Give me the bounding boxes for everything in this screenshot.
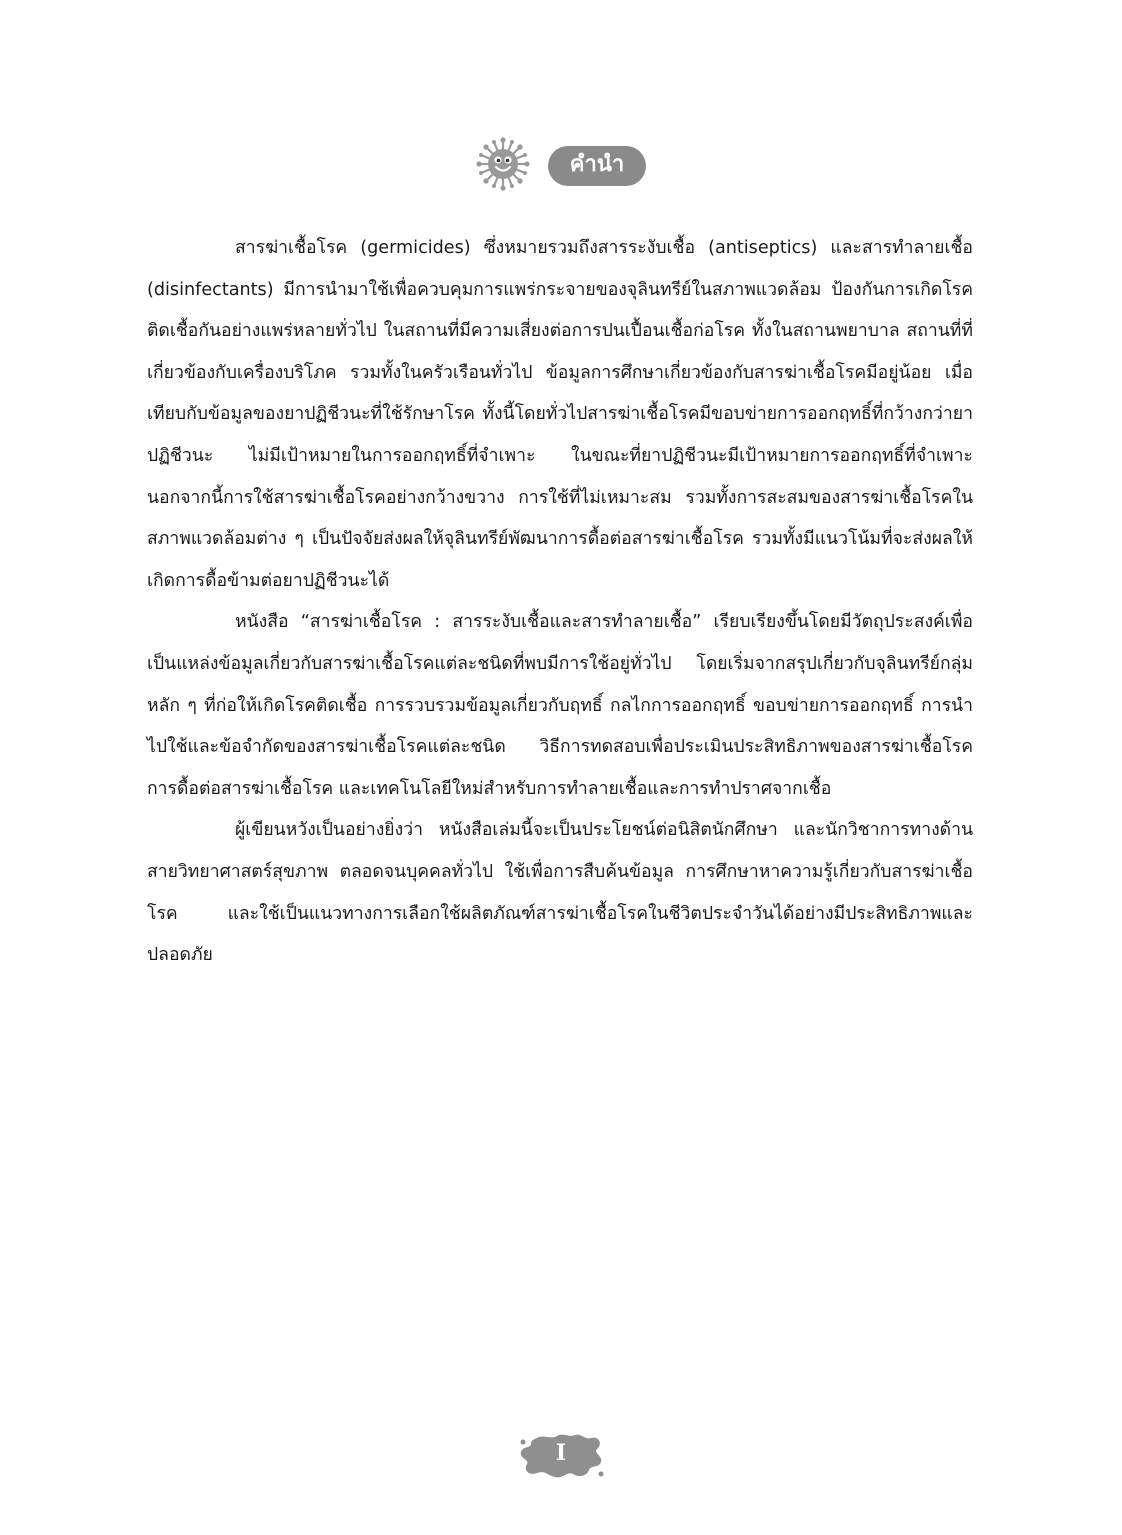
- splat-icon: [517, 1432, 605, 1480]
- germ-icon: [476, 137, 530, 195]
- page-footer: [0, 1432, 1122, 1484]
- page-header: [0, 140, 1122, 192]
- paragraph-2: หนังสือ “สารฆ่าเชื้อโรค : สารระงับเชื้อและสารทำลายเชื้อ” เรียบเรียงขึ้นโดยมีวัตถุประสงค์เพื่อเป็นแหล่งข้อมูลเกี่ยวกับสารฆ่าเชื้อโรคแต่ละชนิดที่พบมีการใช้อยู่ทั่วไป โดยเริ่มจากสรุปเกี่ยวกับจุลินทรีย์กลุ่มหลัก ๆ ที่ก่อให้เกิดโรคติดเชื้อ การรวบรวมข้อมูลเกี่ยวกับฤทธิ์ กลไกการออกฤทธิ์ ขอบข่ายการออกฤทธิ์ การนำไปใช้และข้อจำกัดของสารฆ่าเชื้อโรคแต่ละชนิด วิธีการทดสอบเพื่อประเมินประสิทธิภาพของสารฆ่าเชื้อโรค การดื้อต่อสารฆ่าเชื้อโรค และเทคโนโลยีใหม่สำหรับการทำลายเชื้อและการทำปราศจากเชื้อ: [147, 612, 973, 799]
- preface-body: [147, 228, 973, 977]
- paragraph-3: ผู้เขียนหวังเป็นอย่างยิ่งว่า หนังสือเล่มนี้จะเป็นประโยชน์ต่อนิสิตนักศึกษา และนักวิชาการทางด้านสายวิทยาศาสตร์สุขภาพ ตลอดจนบุคคลทั่วไป ใช้เพื่อการสืบค้นข้อมูล การศึกษาหาความรู้เกี่ยวกับสารฆ่าเชื้อโรค และใช้เป็นแนวทางการเลือกใช้ผลิตภัณฑ์สารฆ่าเชื้อโรคในชีวิตประจำวันได้อย่างมีประสิทธิภาพและปลอดภัย: [147, 820, 973, 966]
- page-number: I: [555, 1440, 567, 1466]
- page-title: คำนำ: [548, 146, 646, 186]
- paragraph-1: สารฆ่าเชื้อโรค (germicides) ซึ่งหมายรวมถึงสารระงับเชื้อ (antiseptics) และสารทำลายเชื้อ (disinfectants) มีการนำมาใช้เพื่อควบคุมการแพร่กระจายของจุลินทรีย์ในสภาพแวดล้อม ป้องกันการเกิดโรคติดเชื้อกันอย่างแพร่หลายทั่วไป ในสถานที่มีความเสี่ยงต่อการปนเปื้อนเชื้อก่อโรค ทั้งในสถานพยาบาล สถานที่ที่เกี่ยวข้องกับเครื่องบริโภค รวมทั้งในครัวเรือนทั่วไป ข้อมูลการศึกษาเกี่ยวข้องกับสารฆ่าเชื้อโรคมีอยู่น้อย เมื่อเทียบกับข้อมูลของยาปฏิชีวนะที่ใช้รักษาโรค ทั้งนี้โดยทั่วไปสารฆ่าเชื้อโรคมีขอบข่ายการออกฤทธิ์ที่กว้างกว่ายาปฏิชีวนะ ไม่มีเป้าหมายในการออกฤทธิ์ที่จำเพาะ ในขณะที่ยาปฏิชีวนะมีเป้าหมายการออกฤทธิ์ที่จำเพาะ นอกจากนี้การใช้สารฆ่าเชื้อโรคอย่างกว้างขวาง การใช้ที่ไม่เหมาะสม รวมทั้งการสะสมของสารฆ่าเชื้อโรคในสภาพแวดล้อมต่าง ๆ เป็นปัจจัยส่งผลให้จุลินทรีย์พัฒนาการดื้อต่อสารฆ่าเชื้อโรค รวมทั้งมีแนวโน้มที่จะส่งผลให้เกิดการดื้อข้ามต่อยาปฏิชีวนะได้: [147, 238, 973, 591]
